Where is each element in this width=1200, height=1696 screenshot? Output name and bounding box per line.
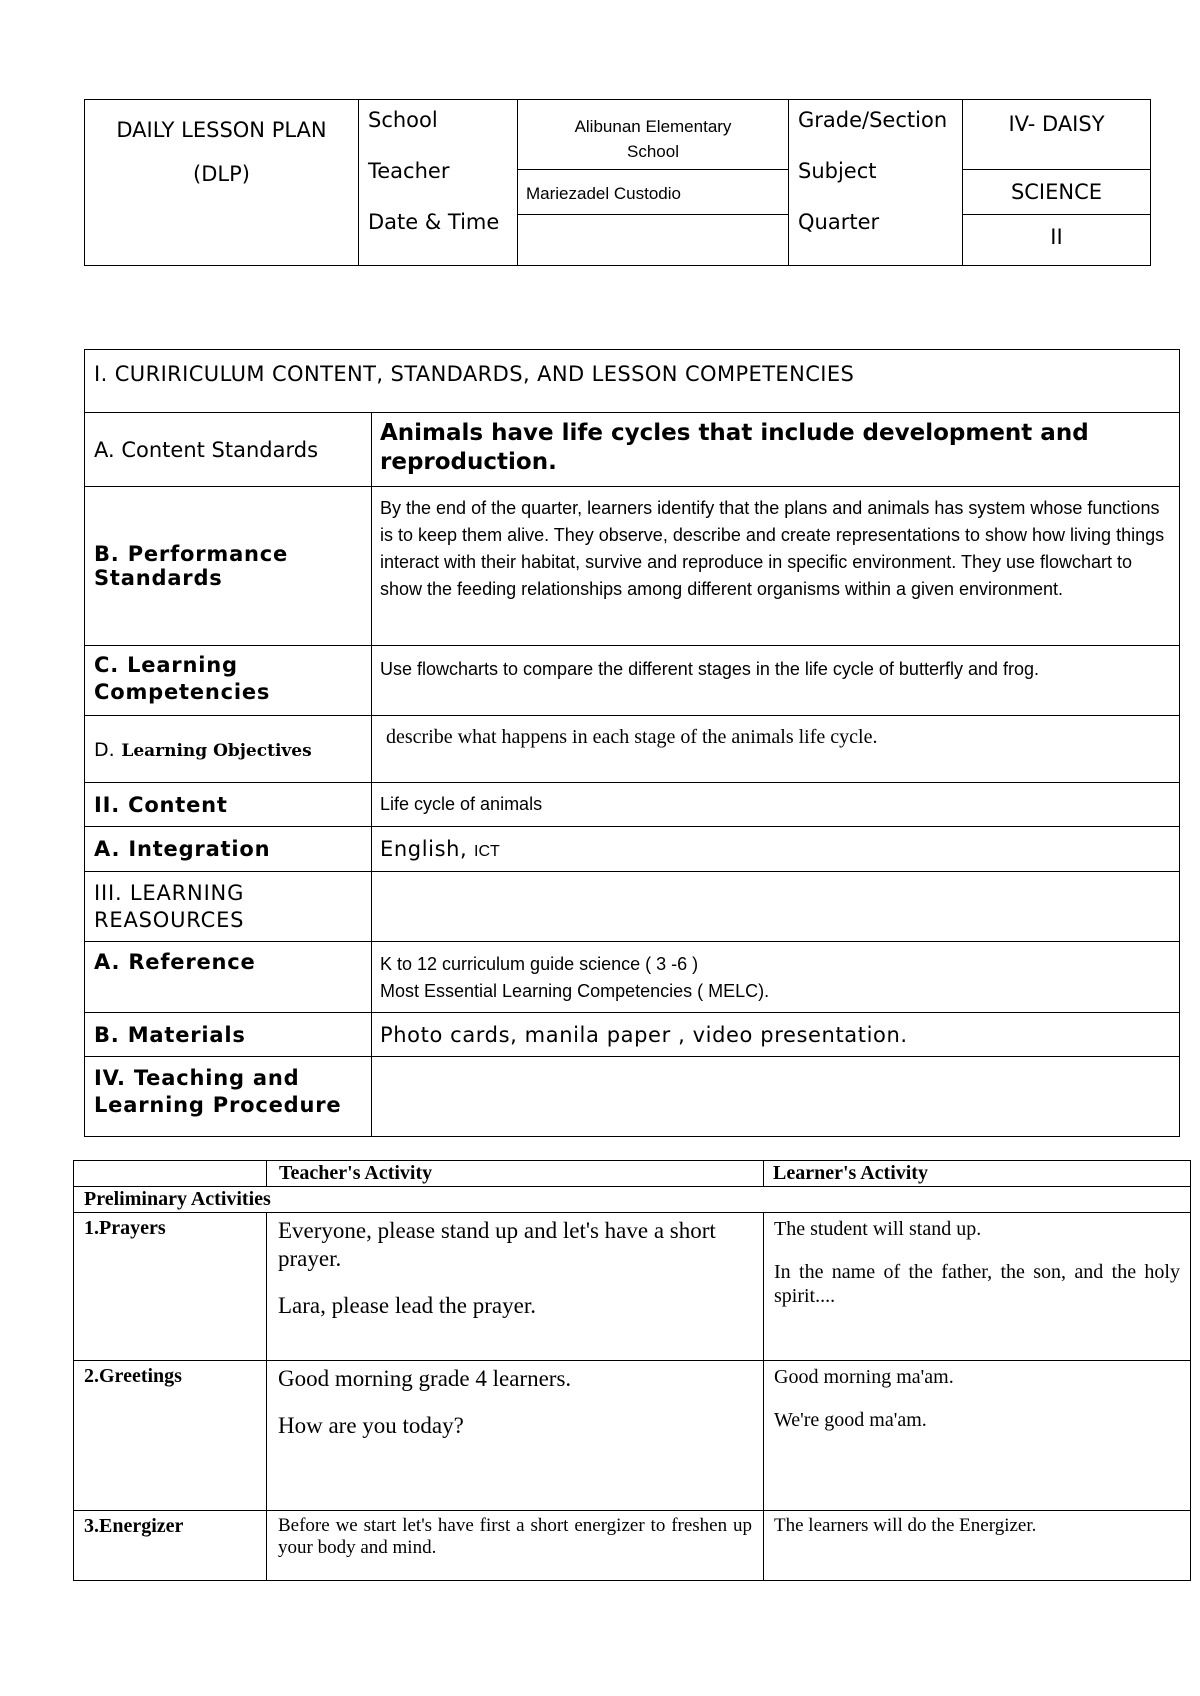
integration-value bbox=[372, 827, 1180, 872]
integration-main: English, bbox=[380, 837, 468, 861]
quarter-value: II bbox=[1050, 225, 1063, 249]
dlp-subtitle: (DLP) bbox=[193, 162, 250, 186]
greetings-learner-line-1: Good morning ma'am. bbox=[774, 1366, 954, 1388]
learning-objectives-label-cell bbox=[85, 716, 372, 783]
header-right-labels-cell bbox=[789, 100, 963, 266]
content-label: II. Content bbox=[85, 783, 372, 827]
school-label: School bbox=[368, 108, 438, 132]
header-values-cell bbox=[518, 100, 789, 266]
performance-standards-value: By the end of the quarter, learners identify that the plans and animals has system whose functions is to keep them alive. They observe, describe and create representations to show how living things interact with their habitat, survive and reproduce in specific environment. They use flowchart to show the feeding relationships among different organisms within a given environment. bbox=[372, 487, 1180, 646]
reference-line-1: K to 12 curriculum guide science ( 3 -6 ) bbox=[380, 954, 699, 974]
greetings-learner-line-2: We're good ma'am. bbox=[774, 1409, 927, 1431]
header-labels-cell bbox=[359, 100, 518, 266]
procedure-label: IV. Teaching and Learning Procedure bbox=[85, 1057, 372, 1137]
learning-objectives-prefix: D. bbox=[94, 739, 115, 761]
learning-competencies-label: C. Learning Competencies bbox=[85, 646, 372, 716]
date-time-value bbox=[518, 215, 788, 260]
materials-value: Photo cards, manila paper , video presentation. bbox=[372, 1013, 1180, 1057]
greetings-teacher-line-1: Good morning grade 4 learners. bbox=[278, 1366, 572, 1391]
header-right-values-cell bbox=[963, 100, 1151, 266]
school-value: Alibunan Elementary School bbox=[518, 100, 788, 170]
grade-section-value: IV- DAISY bbox=[963, 100, 1150, 170]
prayers-teacher-line-2: Lara, please lead the prayer. bbox=[278, 1293, 536, 1318]
header-table bbox=[84, 99, 1151, 266]
energizer-label: 3.Energizer bbox=[74, 1511, 267, 1581]
prayers-learner-activity bbox=[764, 1213, 1191, 1361]
content-value: Life cycle of animals bbox=[372, 783, 1180, 827]
teacher-label: Teacher bbox=[368, 159, 450, 183]
prayers-teacher-line-1: Everyone, please stand up and let's have a short prayer. bbox=[278, 1218, 716, 1271]
reference-label: A. Reference bbox=[85, 942, 372, 1013]
reference-value bbox=[372, 942, 1180, 1013]
integration-sub: ICT bbox=[474, 843, 500, 860]
activities-blank-head bbox=[74, 1161, 267, 1187]
greetings-label: 2.Greetings bbox=[74, 1361, 267, 1511]
learning-objectives-label: Learning Objectives bbox=[121, 741, 312, 761]
energizer-learner-line-1: The learners will do the Energizer. bbox=[774, 1515, 1037, 1536]
curriculum-table bbox=[84, 349, 1180, 1137]
subject-value: SCIENCE bbox=[963, 170, 1150, 215]
preliminary-activities-header: Preliminary Activities bbox=[74, 1187, 1191, 1213]
prayers-learner-line-2: In the name of the father, the son, and the holy spirit.... bbox=[774, 1261, 1180, 1307]
learner-activity-header: Learner's Activity bbox=[764, 1161, 1191, 1187]
learning-competencies-value: Use flowcharts to compare the different stages in the life cycle of butterfly and frog. bbox=[372, 646, 1180, 716]
learning-resources-label: III. LEARNING REASOURCES bbox=[85, 872, 372, 942]
learning-resources-value bbox=[372, 872, 1180, 942]
activities-table bbox=[73, 1160, 1191, 1581]
teacher-activity-header: Teacher's Activity bbox=[267, 1161, 764, 1187]
prayers-learner-line-1: The student will stand up. bbox=[774, 1218, 982, 1240]
learning-objectives-value: describe what happens in each stage of the animals life cycle. bbox=[372, 716, 1180, 783]
energizer-learner-activity bbox=[764, 1511, 1191, 1581]
quarter-label: Quarter bbox=[798, 210, 880, 234]
reference-line-2: Most Essential Learning Competencies ( MELC). bbox=[380, 981, 770, 1001]
teacher-value: Mariezadel Custodio bbox=[518, 170, 788, 215]
subject-label: Subject bbox=[798, 159, 877, 183]
greetings-teacher-activity bbox=[267, 1361, 764, 1511]
energizer-teacher-activity bbox=[267, 1511, 764, 1581]
procedure-value bbox=[372, 1057, 1180, 1137]
integration-label: A. Integration bbox=[85, 827, 372, 872]
greetings-learner-activity bbox=[764, 1361, 1191, 1511]
greetings-teacher-line-2: How are you today? bbox=[278, 1413, 464, 1438]
content-standards-value: Animals have life cycles that include development and reproduction. bbox=[372, 413, 1180, 487]
date-time-label: Date & Time bbox=[368, 210, 500, 234]
performance-standards-label: B. Performance Standards bbox=[85, 487, 372, 646]
dlp-title: DAILY LESSON PLAN bbox=[116, 118, 327, 142]
prayers-teacher-activity bbox=[267, 1213, 764, 1361]
section-title: I. CURIRICULUM CONTENT, STANDARDS, AND LESSON COMPETENCIES bbox=[85, 350, 1180, 413]
content-standards-label: A. Content Standards bbox=[85, 413, 372, 487]
dlp-title-cell bbox=[85, 100, 359, 266]
prayers-label: 1.Prayers bbox=[74, 1213, 267, 1361]
energizer-teacher-line-1: Before we start let's have first a short energizer to freshen up your body and mind. bbox=[278, 1515, 752, 1558]
materials-label: B. Materials bbox=[85, 1013, 372, 1057]
grade-section-label: Grade/Section bbox=[798, 108, 948, 132]
